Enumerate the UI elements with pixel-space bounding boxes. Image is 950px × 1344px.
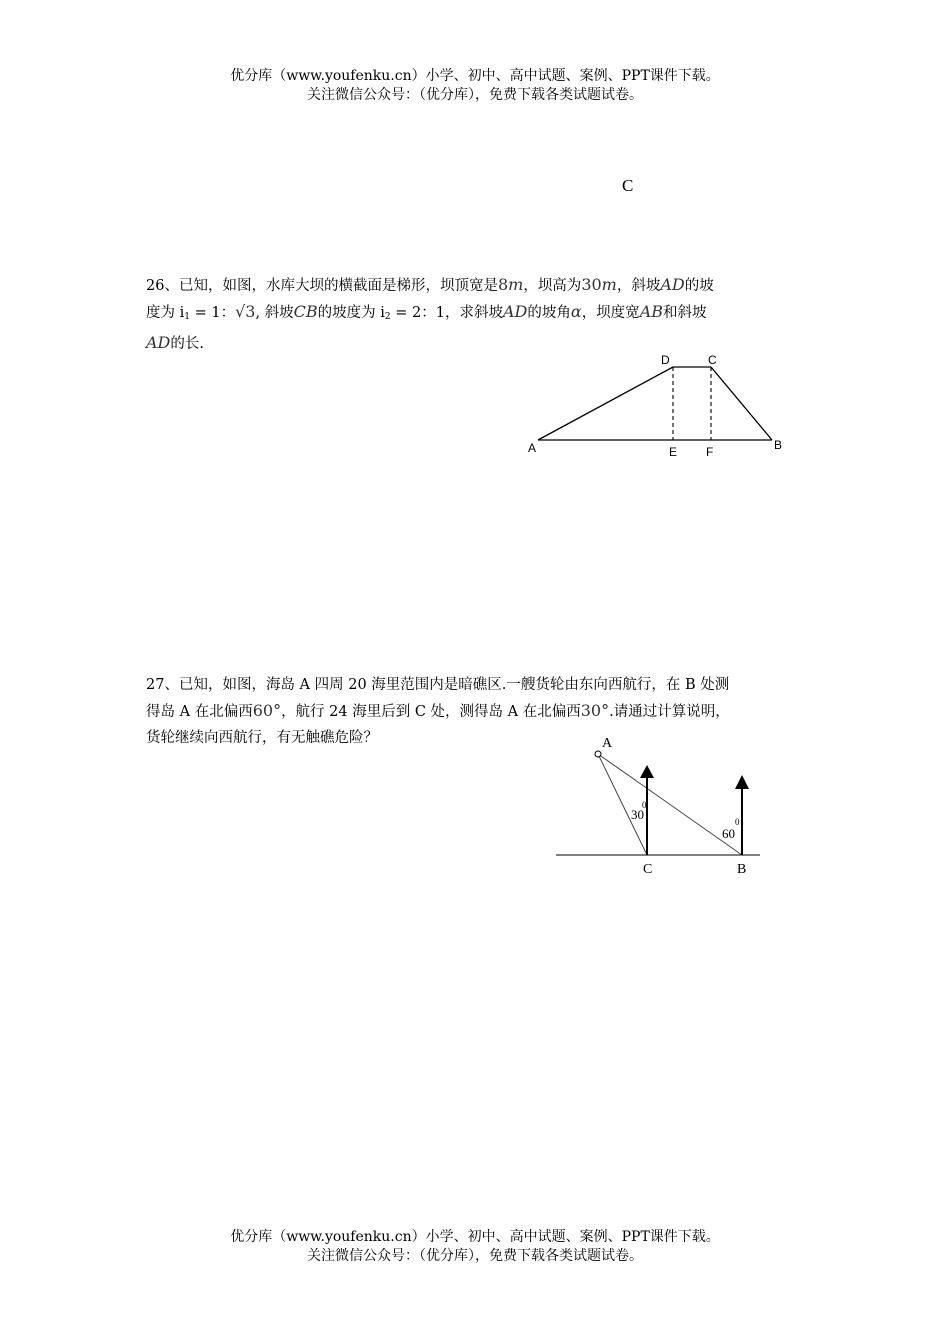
angle-label-c: 30 [631, 807, 644, 822]
dam-trapezoid-figure [520, 345, 790, 465]
label-c: C [708, 353, 717, 367]
label-e: E [669, 445, 678, 459]
problem-26-line-3: AD的长. [146, 333, 204, 352]
label-d: D [661, 353, 670, 367]
angle-60: 60° [252, 701, 282, 720]
line-a-b [598, 754, 742, 855]
island-a-point [595, 751, 601, 757]
angle-label-b: 60 [722, 826, 735, 841]
header-line-1: 优分库（www.youfenku.cn）小学、初中、高中试题、案例、PPT课件下载。 [230, 68, 720, 84]
footer-line-1: 优分库（www.youfenku.cn）小学、初中、高中试题、案例、PPT课件下载。 [230, 1229, 720, 1245]
line-a-c [598, 754, 647, 855]
segment-c-b [711, 367, 772, 440]
problem-26-line-1: 26、已知，如图，水库大坝的横截面是梯形，坝顶宽是8m，坝高为30m，斜坡AD的坡 [146, 275, 714, 294]
dam-height-value: 30 [581, 275, 602, 294]
problem-27-line-1: 27、已知，如图，海岛 A 四周 20 海里范围内是暗礁区.一艘货轮由东向西航行，在 B 处测 [146, 677, 730, 693]
top-width-value: 8 [497, 275, 509, 294]
problem-26-line-2: 度为 $i_1 = 1$：√3, 斜坡CB的坡度为 $i_2 = 2$：1，求斜坡AD的坡角α，坝度宽AB和斜坡 [146, 302, 707, 322]
label-c: C [643, 862, 653, 877]
island-ship-figure [550, 728, 770, 888]
degree-mark-b: 0 [735, 817, 740, 827]
north-arrowhead-c [640, 765, 654, 778]
problem-27-line-3: 货轮继续向西航行，有无触礁危险？ [146, 730, 378, 746]
footer-line-2: 关注微信公众号：（优分库），免费下载各类试题试卷。 [307, 1248, 643, 1264]
page-header [0, 67, 950, 105]
label-a: A [528, 441, 537, 455]
segment-a-d [538, 367, 673, 440]
label-b: B [774, 438, 783, 452]
degree-mark-c: 0 [642, 800, 647, 810]
sqrt3: √3 [235, 302, 256, 321]
north-arrowhead-b [735, 775, 749, 789]
problem-27-line-2: 得岛 A 在北偏西60°，航行 24 海里后到 C 处，测得岛 A 在北偏西30°.请通过计算说明， [146, 701, 730, 720]
label-f: F [706, 445, 714, 459]
page-footer [0, 1228, 950, 1266]
stray-label-c: C [622, 176, 634, 195]
header-line-2: 关注微信公众号：（优分库），免费下载各类试题试卷。 [307, 87, 643, 103]
label-island-a: A [602, 736, 613, 751]
angle-30: 30° [580, 701, 610, 720]
label-b: B [737, 862, 747, 877]
